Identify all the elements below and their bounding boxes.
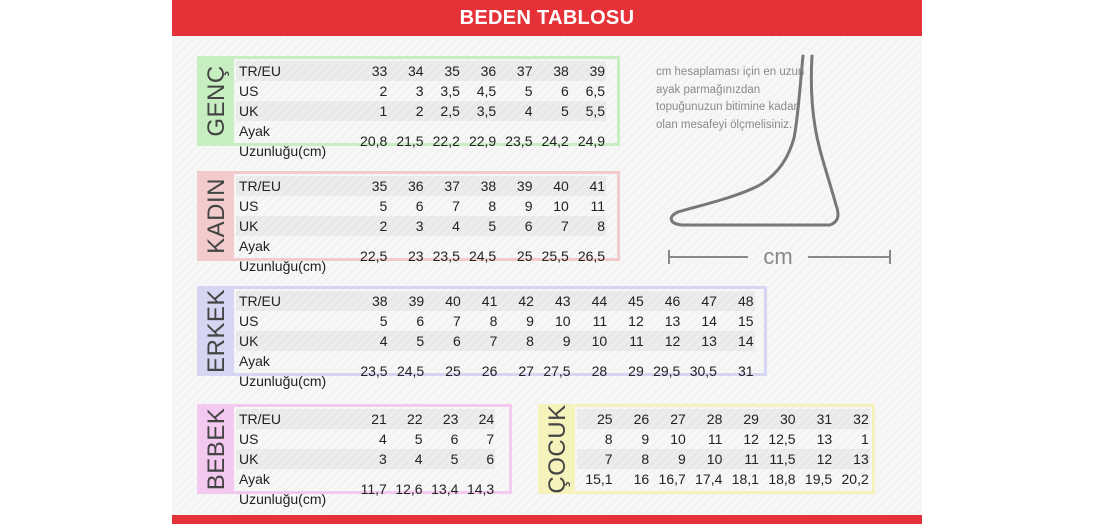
- size-cell: 5,5: [570, 101, 606, 121]
- size-cell: 24,5: [396, 363, 425, 379]
- size-cell: 30: [760, 409, 797, 429]
- size-cell: 26: [614, 409, 651, 429]
- size-cell: 27,5: [543, 363, 571, 379]
- size-cell: 7: [452, 198, 460, 214]
- size-cell: 11,7: [360, 481, 387, 497]
- size-cell: 38: [533, 61, 569, 81]
- size-table-bebek: [236, 409, 495, 509]
- size-cell: 12: [743, 431, 759, 447]
- size-cell: 2: [388, 101, 424, 121]
- table-row: [236, 449, 495, 469]
- side-band-kadin: [200, 174, 234, 258]
- size-cell: 10: [572, 331, 609, 351]
- size-cell: 14: [718, 331, 755, 351]
- row-label: TR/EU: [236, 291, 352, 311]
- table-row: [236, 331, 755, 351]
- size-cell: 30,5: [689, 363, 717, 379]
- size-cell: 33: [352, 61, 388, 81]
- size-cell: 12,5: [768, 431, 796, 447]
- size-cell: 35: [352, 176, 388, 196]
- size-cell: 29,5: [653, 363, 681, 379]
- size-cell: 12: [628, 313, 644, 329]
- size-cell: 23,5: [432, 248, 460, 264]
- size-cell: 6: [497, 216, 533, 236]
- size-cell: 29: [723, 409, 760, 429]
- size-cell: 5: [533, 101, 569, 121]
- size-cell: 20,2: [841, 471, 869, 487]
- size-cell: 22: [388, 409, 424, 429]
- size-cell: 5: [379, 198, 388, 214]
- size-cell: 28: [687, 409, 724, 429]
- size-cell: 23,5: [505, 133, 533, 149]
- size-cell: 15: [737, 313, 754, 329]
- size-cell: 8: [604, 431, 613, 447]
- size-cell: 9: [641, 431, 650, 447]
- size-cell: 2: [352, 216, 388, 236]
- size-cell: 17,4: [695, 471, 723, 487]
- size-cell: 13: [833, 449, 870, 469]
- size-cell: 5: [424, 449, 460, 469]
- table-row: [236, 291, 755, 311]
- size-cell: 13: [664, 313, 681, 329]
- size-cell: 3: [352, 449, 388, 469]
- size-cell: 1: [860, 431, 869, 447]
- size-cell: 13: [681, 331, 718, 351]
- size-cell: 43: [535, 291, 572, 311]
- size-cell: 6: [425, 331, 462, 351]
- size-cell: 35: [425, 61, 461, 81]
- table-row: [236, 121, 606, 161]
- size-cell: 8: [614, 449, 651, 469]
- table-row: [236, 176, 606, 196]
- size-cell: 18,8: [768, 471, 796, 487]
- size-cell: 2: [379, 83, 388, 99]
- size-cell: 6: [560, 83, 569, 99]
- row-label: Ayak Uzunluğu(cm): [239, 123, 327, 159]
- size-cell: 22,9: [468, 133, 497, 149]
- size-cell: 4: [352, 331, 389, 351]
- size-cell: 27: [518, 363, 534, 379]
- row-label: UK: [236, 449, 352, 469]
- size-cell: 6: [416, 313, 425, 329]
- size-cell: 26: [481, 363, 498, 379]
- section-title-cocuk: ÇOCUK: [544, 404, 571, 494]
- size-cell: 25: [577, 409, 614, 429]
- size-cell: 31: [797, 409, 834, 429]
- title-text: BEDEN TABLOSU: [459, 7, 635, 29]
- size-cell: 47: [681, 291, 718, 311]
- size-cell: 4,5: [476, 83, 497, 99]
- size-cell: 45: [608, 291, 645, 311]
- row-label: US: [239, 313, 259, 329]
- size-cell: 22,5: [360, 248, 388, 264]
- size-cell: 4: [388, 449, 424, 469]
- size-cell: 5: [461, 216, 497, 236]
- size-cell: 21: [352, 409, 388, 429]
- table-row: [236, 101, 606, 121]
- size-table-genc: [236, 61, 606, 161]
- size-cell: 9: [535, 331, 572, 351]
- section-title-genc: GENÇ: [203, 65, 230, 137]
- table-row: [577, 449, 870, 469]
- section-title-kadin: KADIN: [203, 178, 230, 254]
- size-cell: 36: [388, 176, 424, 196]
- table-row: [236, 429, 495, 449]
- size-cell: 37: [497, 61, 533, 81]
- size-cell: 5: [524, 83, 533, 99]
- rows: [236, 409, 495, 509]
- table-row: [236, 311, 755, 331]
- table-row: [236, 236, 606, 276]
- size-cell: 39: [389, 291, 426, 311]
- size-cell: 48: [718, 291, 755, 311]
- table-row: [577, 409, 870, 429]
- size-cell: 25: [445, 363, 461, 379]
- size-cell: 11: [608, 331, 645, 351]
- row-label: Ayak Uzunluğu(cm): [239, 238, 327, 274]
- size-cell: 38: [461, 176, 497, 196]
- side-band-cocuk: [541, 404, 575, 494]
- size-cell: 8: [489, 313, 498, 329]
- size-cell: 7: [462, 331, 499, 351]
- table-row: [577, 469, 870, 489]
- table-row: [577, 429, 870, 449]
- size-cell: 19,5: [804, 471, 833, 487]
- size-cell: 22,2: [432, 133, 460, 149]
- size-cell: 29: [628, 363, 644, 379]
- size-cell: 13,4: [431, 481, 459, 497]
- size-cell: 46: [645, 291, 682, 311]
- size-cell: 32: [833, 409, 870, 429]
- size-cell: 16,7: [658, 471, 686, 487]
- panel-erkek: [197, 286, 767, 389]
- size-cell: 24,5: [468, 248, 497, 264]
- size-cell: 3,5: [440, 83, 460, 99]
- size-cell: 41: [570, 176, 606, 196]
- section-title-bebek: BEBEK: [203, 407, 230, 491]
- size-cell: 8: [570, 216, 606, 236]
- size-cell: 21,5: [396, 133, 424, 149]
- table-row: [236, 196, 606, 216]
- size-cell: 15,1: [585, 471, 613, 487]
- size-cell: 14,3: [466, 481, 495, 497]
- size-cell: 27: [650, 409, 687, 429]
- size-cell: 39: [570, 61, 606, 81]
- table-row: [236, 351, 755, 391]
- table-row: [236, 61, 606, 81]
- size-cell: 24: [459, 409, 495, 429]
- size-cell: 40: [425, 291, 462, 311]
- rows: [577, 409, 870, 489]
- size-cell: 16: [633, 471, 650, 487]
- size-cell: 2,5: [425, 101, 461, 121]
- size-cell: 3: [415, 83, 424, 99]
- side-band-erkek: [200, 289, 234, 373]
- size-cell: 39: [497, 176, 533, 196]
- row-label: US: [239, 83, 259, 99]
- size-cell: 12: [645, 331, 682, 351]
- size-cell: 12: [797, 449, 834, 469]
- size-cell: 11: [590, 198, 606, 214]
- size-cell: 24,2: [541, 133, 569, 149]
- size-table-kadin: [236, 176, 606, 276]
- size-cell: 25: [516, 248, 533, 264]
- footer-bar: [172, 515, 922, 524]
- size-cell: 36: [461, 61, 497, 81]
- size-cell: 5: [414, 431, 423, 447]
- size-cell: 23: [408, 248, 424, 264]
- size-cell: 6,5: [585, 83, 606, 99]
- size-cell: 10: [670, 431, 686, 447]
- table-row: [236, 469, 495, 509]
- rows: [236, 61, 606, 161]
- size-cell: 38: [352, 291, 389, 311]
- size-cell: 11,5: [760, 449, 797, 469]
- table-row: [236, 216, 606, 236]
- row-label: Ayak Uzunluğu(cm): [239, 353, 327, 389]
- size-cell: 5: [389, 331, 426, 351]
- size-cell: 11: [592, 313, 608, 329]
- size-cell: 3,5: [461, 101, 497, 121]
- row-label: UK: [236, 331, 352, 351]
- size-cell: 9: [526, 313, 534, 329]
- size-cell: 4: [379, 431, 387, 447]
- size-cell: 37: [425, 176, 461, 196]
- row-label: US: [239, 431, 259, 447]
- size-cell: 7: [533, 216, 569, 236]
- row-label: UK: [236, 101, 352, 121]
- size-cell: 6: [459, 449, 495, 469]
- size-cell: 31: [737, 363, 754, 379]
- section-title-erkek: ERKEK: [203, 289, 230, 373]
- size-cell: 41: [462, 291, 499, 311]
- size-cell: 26,5: [577, 248, 606, 264]
- size-cell: 8: [488, 198, 497, 214]
- size-cell: 10: [554, 313, 571, 329]
- row-label: Ayak Uzunluğu(cm): [239, 471, 327, 507]
- measure-note: cm hesaplaması için en uzun ayak parmağınızdan topuğunuzun bitimine kadar olan mesafeyi ölçmelisiniz.: [656, 66, 805, 131]
- size-cell: 14: [701, 313, 717, 329]
- size-cell: 5: [379, 313, 388, 329]
- size-cell: 4: [425, 216, 461, 236]
- size-cell: 7: [577, 449, 614, 469]
- size-cell: 7: [452, 313, 461, 329]
- size-cell: 11: [707, 431, 723, 447]
- panel-genc: [197, 56, 620, 159]
- table-row: [236, 409, 495, 429]
- page-title: [172, 0, 922, 36]
- size-cell: 1: [352, 101, 388, 121]
- size-cell: 28: [591, 363, 608, 379]
- panel-bebek: [197, 404, 512, 507]
- size-cell: 24,9: [577, 133, 606, 149]
- row-label: TR/EU: [236, 176, 352, 196]
- size-cell: 23,5: [360, 363, 388, 379]
- table-row: [236, 81, 606, 101]
- size-cell: 23: [424, 409, 460, 429]
- measure-unit-label: cm: [763, 244, 793, 269]
- size-cell: 18,1: [731, 471, 759, 487]
- size-cell: 13: [816, 431, 833, 447]
- side-band-genc: [200, 59, 234, 143]
- row-label: UK: [236, 216, 352, 236]
- size-cell: 10: [553, 198, 569, 214]
- row-label: US: [239, 198, 259, 214]
- size-cell: 10: [687, 449, 724, 469]
- panel-cocuk: [538, 404, 875, 494]
- size-cell: 7: [486, 431, 495, 447]
- rows: [236, 176, 606, 276]
- size-cell: 40: [533, 176, 569, 196]
- size-cell: 8: [498, 331, 535, 351]
- size-cell: 6: [415, 198, 424, 214]
- size-cell: 11: [723, 449, 760, 469]
- size-cell: 42: [498, 291, 535, 311]
- size-cell: 12,6: [395, 481, 423, 497]
- size-cell: 25,5: [541, 248, 569, 264]
- size-cell: 9: [650, 449, 687, 469]
- row-label: TR/EU: [236, 409, 352, 429]
- size-cell: 44: [572, 291, 609, 311]
- size-cell: 6: [450, 431, 459, 447]
- panel-kadin: [197, 171, 620, 274]
- size-table-cocuk: [577, 409, 870, 489]
- size-cell: 3: [388, 216, 424, 236]
- row-label: TR/EU: [236, 61, 352, 81]
- size-cell: 4: [497, 101, 533, 121]
- size-cell: 20,8: [360, 133, 388, 149]
- size-cell: 9: [524, 198, 533, 214]
- rows: [236, 291, 755, 391]
- size-table-erkek: [236, 291, 755, 391]
- size-cell: 34: [388, 61, 424, 81]
- side-band-bebek: [200, 407, 234, 491]
